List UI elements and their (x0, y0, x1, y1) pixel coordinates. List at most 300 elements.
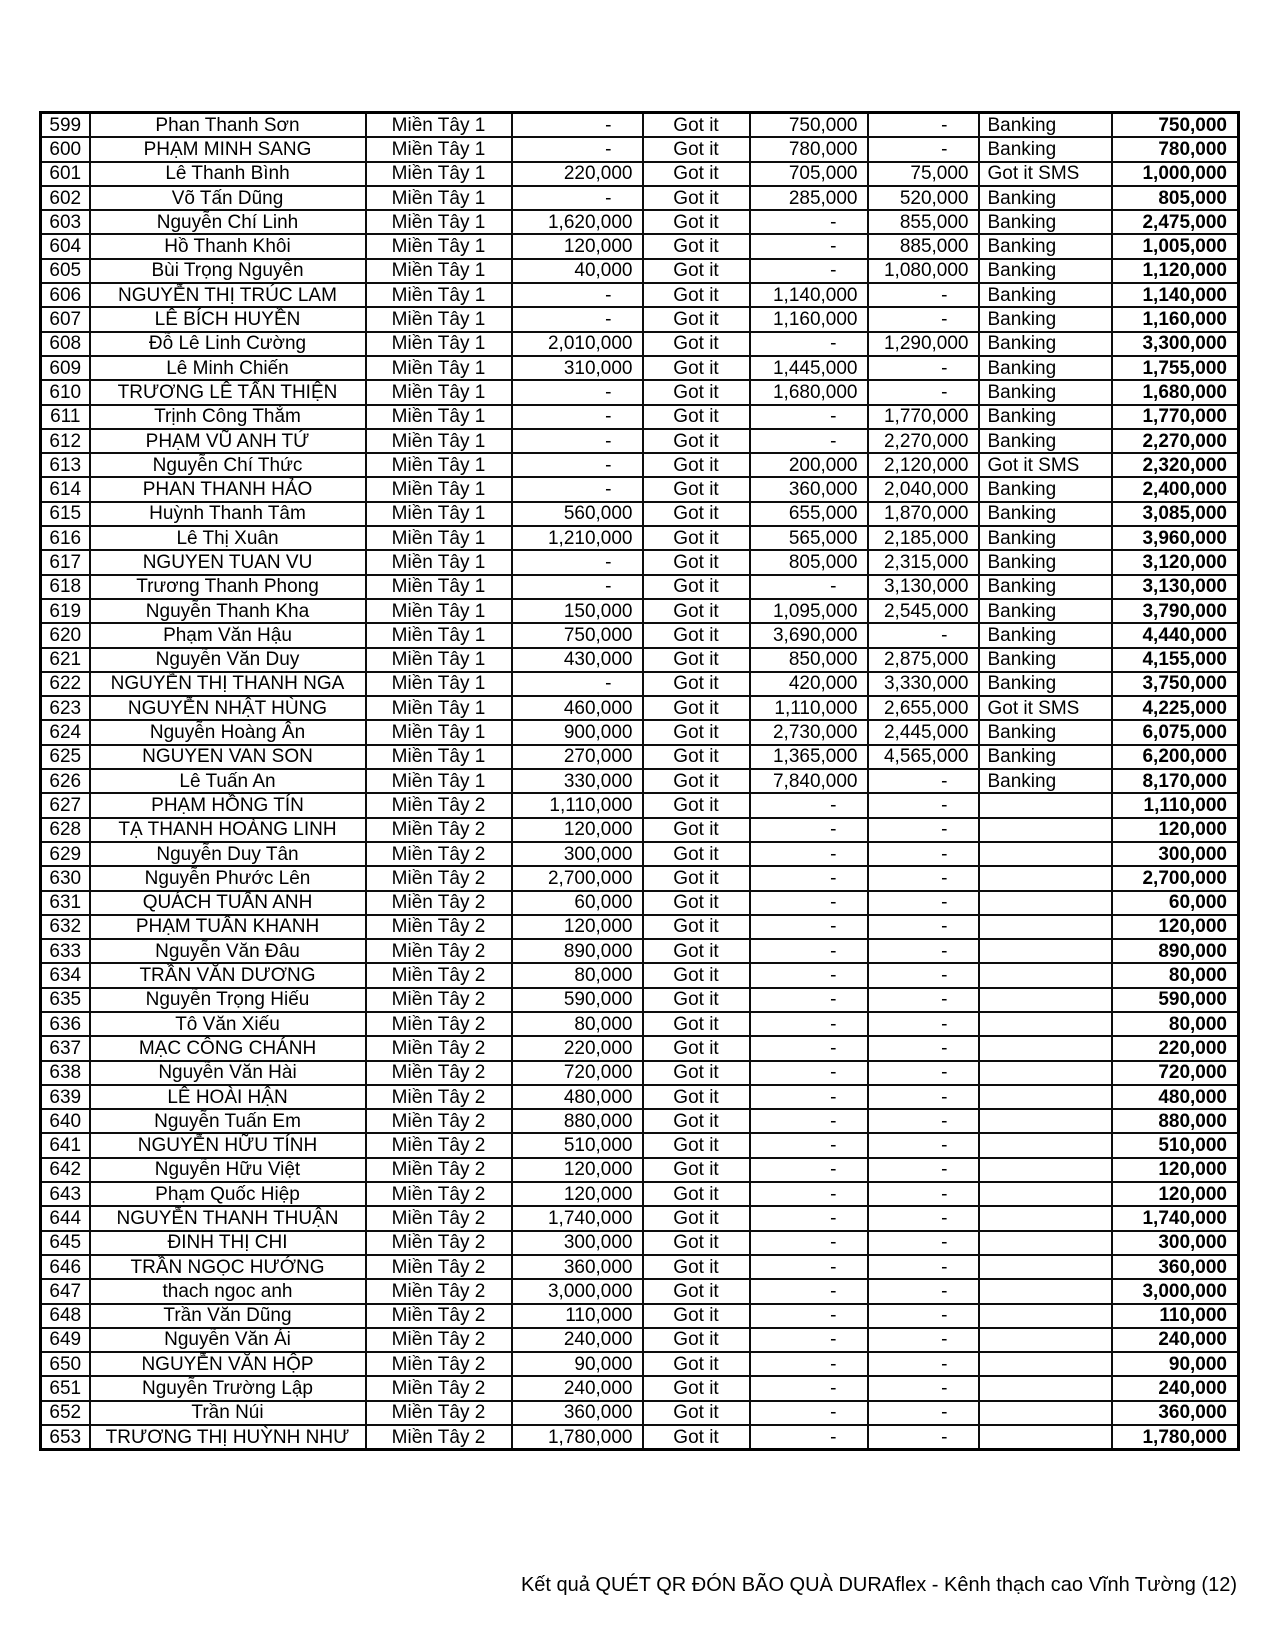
cell-index: 632 (41, 915, 90, 939)
table-row (41, 162, 1239, 186)
cell-amount-1: 120,000 (512, 915, 643, 939)
cell-amount-1: 310,000 (512, 356, 643, 380)
table-row (41, 842, 1239, 866)
table-row (41, 963, 1239, 987)
cell-amount-2: 1,140,000 (750, 283, 868, 307)
cell-region: Miền Tây 1 (366, 720, 512, 744)
cell-total: 80,000 (1112, 963, 1239, 987)
table-row (41, 1304, 1239, 1328)
cell-total: 1,770,000 (1112, 405, 1239, 429)
cell-index: 613 (41, 453, 90, 477)
cell-amount-2: - (750, 1401, 868, 1425)
cell-name: Nguyễn Văn Đâu (90, 939, 366, 963)
table-row (41, 575, 1239, 599)
cell-status: Got it (643, 113, 750, 138)
cell-name: QUÁCH TUẤN ANH (90, 891, 366, 915)
table-row (41, 405, 1239, 429)
cell-region: Miền Tây 1 (366, 672, 512, 696)
cell-amount-3: - (868, 1182, 979, 1206)
cell-amount-3: 855,000 (868, 210, 979, 234)
cell-status: Got it (643, 1036, 750, 1060)
cell-total: 3,000,000 (1112, 1279, 1239, 1303)
cell-status: Got it (643, 599, 750, 623)
cell-region: Miền Tây 1 (366, 162, 512, 186)
cell-total: 6,200,000 (1112, 745, 1239, 769)
table-row (41, 1255, 1239, 1279)
cell-amount-2: - (750, 1085, 868, 1109)
table-row (41, 1012, 1239, 1036)
cell-region: Miền Tây 2 (366, 891, 512, 915)
cell-total: 90,000 (1112, 1352, 1239, 1376)
table-row (41, 1036, 1239, 1060)
table-row (41, 1376, 1239, 1400)
cell-name: Lê Thanh Bình (90, 162, 366, 186)
cell-amount-3: - (868, 380, 979, 404)
cell-total: 3,750,000 (1112, 672, 1239, 696)
cell-amount-2: - (750, 210, 868, 234)
cell-amount-3: 1,080,000 (868, 259, 979, 283)
cell-amount-1: 1,740,000 (512, 1206, 643, 1230)
cell-amount-3: - (868, 939, 979, 963)
cell-amount-1: 890,000 (512, 939, 643, 963)
cell-status: Got it (643, 380, 750, 404)
cell-status: Got it (643, 696, 750, 720)
cell-name: Nguyễn Phước Lên (90, 866, 366, 890)
cell-amount-1: 240,000 (512, 1328, 643, 1352)
cell-amount-3: - (868, 1231, 979, 1255)
cell-region: Miền Tây 2 (366, 1401, 512, 1425)
cell-channel (979, 1012, 1112, 1036)
cell-total: 220,000 (1112, 1036, 1239, 1060)
table-row (41, 380, 1239, 404)
cell-channel (979, 1328, 1112, 1352)
table-row (41, 672, 1239, 696)
table-row (41, 720, 1239, 744)
cell-index: 649 (41, 1328, 90, 1352)
cell-amount-1: - (512, 550, 643, 574)
cell-status: Got it (643, 1061, 750, 1085)
cell-index: 603 (41, 210, 90, 234)
cell-index: 650 (41, 1352, 90, 1376)
cell-status: Got it (643, 818, 750, 842)
cell-channel (979, 1279, 1112, 1303)
cell-channel: Banking (979, 380, 1112, 404)
table-row (41, 283, 1239, 307)
cell-region: Miền Tây 2 (366, 915, 512, 939)
table-row (41, 502, 1239, 526)
cell-index: 621 (41, 648, 90, 672)
cell-index: 620 (41, 623, 90, 647)
cell-index: 601 (41, 162, 90, 186)
cell-region: Miền Tây 2 (366, 866, 512, 890)
cell-region: Miền Tây 2 (366, 1304, 512, 1328)
cell-channel (979, 1425, 1112, 1450)
cell-region: Miền Tây 1 (366, 502, 512, 526)
cell-amount-2: 1,680,000 (750, 380, 868, 404)
cell-channel: Banking (979, 477, 1112, 501)
cell-status: Got it (643, 186, 750, 210)
cell-amount-3: 2,545,000 (868, 599, 979, 623)
table-row (41, 648, 1239, 672)
cell-status: Got it (643, 623, 750, 647)
cell-channel: Banking (979, 575, 1112, 599)
cell-channel: Banking (979, 259, 1112, 283)
table-row (41, 793, 1239, 817)
cell-channel: Banking (979, 429, 1112, 453)
cell-amount-3: 4,565,000 (868, 745, 979, 769)
cell-region: Miền Tây 1 (366, 332, 512, 356)
table-row (41, 113, 1239, 138)
table-row (41, 1328, 1239, 1352)
cell-name: Bùi Trọng Nguyễn (90, 259, 366, 283)
cell-amount-3: 1,870,000 (868, 502, 979, 526)
cell-total: 1,680,000 (1112, 380, 1239, 404)
cell-amount-1: 1,210,000 (512, 526, 643, 550)
cell-amount-3: 3,130,000 (868, 575, 979, 599)
cell-index: 645 (41, 1231, 90, 1255)
cell-channel: Banking (979, 332, 1112, 356)
cell-status: Got it (643, 332, 750, 356)
cell-amount-3: - (868, 1012, 979, 1036)
cell-channel (979, 1304, 1112, 1328)
cell-amount-2: - (750, 1255, 868, 1279)
cell-region: Miền Tây 1 (366, 137, 512, 161)
table-row (41, 186, 1239, 210)
cell-total: 1,110,000 (1112, 793, 1239, 817)
cell-name: Tô Văn Xiếu (90, 1012, 366, 1036)
cell-channel: Banking (979, 672, 1112, 696)
cell-amount-3: - (868, 623, 979, 647)
table-row (41, 550, 1239, 574)
cell-status: Got it (643, 1231, 750, 1255)
cell-channel: Banking (979, 720, 1112, 744)
cell-name: NGUYỄN THỊ THANH NGA (90, 672, 366, 696)
cell-index: 623 (41, 696, 90, 720)
cell-total: 3,300,000 (1112, 332, 1239, 356)
table-row (41, 1109, 1239, 1133)
cell-status: Got it (643, 477, 750, 501)
cell-total: 4,440,000 (1112, 623, 1239, 647)
cell-amount-2: - (750, 1376, 868, 1400)
cell-amount-2: - (750, 1352, 868, 1376)
cell-amount-1: 80,000 (512, 963, 643, 987)
cell-channel (979, 939, 1112, 963)
cell-name: PHẠM VŨ ANH TỨ (90, 429, 366, 453)
cell-total: 1,000,000 (1112, 162, 1239, 186)
cell-status: Got it (643, 1133, 750, 1157)
cell-name: Lê Tuấn An (90, 769, 366, 793)
table-row (41, 1085, 1239, 1109)
cell-index: 639 (41, 1085, 90, 1109)
cell-status: Got it (643, 1158, 750, 1182)
cell-index: 622 (41, 672, 90, 696)
cell-index: 616 (41, 526, 90, 550)
cell-total: 720,000 (1112, 1061, 1239, 1085)
cell-total: 3,085,000 (1112, 502, 1239, 526)
table-row (41, 356, 1239, 380)
cell-index: 618 (41, 575, 90, 599)
cell-amount-2: 1,095,000 (750, 599, 868, 623)
table-row (41, 1133, 1239, 1157)
cell-channel: Banking (979, 210, 1112, 234)
cell-amount-2: - (750, 332, 868, 356)
cell-name: Phạm Văn Hậu (90, 623, 366, 647)
cell-total: 3,960,000 (1112, 526, 1239, 550)
cell-amount-1: 560,000 (512, 502, 643, 526)
cell-amount-1: - (512, 453, 643, 477)
cell-total: 60,000 (1112, 891, 1239, 915)
cell-amount-1: 2,700,000 (512, 866, 643, 890)
cell-total: 360,000 (1112, 1255, 1239, 1279)
cell-channel: Got it SMS (979, 453, 1112, 477)
cell-total: 1,755,000 (1112, 356, 1239, 380)
cell-amount-1: 750,000 (512, 623, 643, 647)
cell-amount-1: 1,110,000 (512, 793, 643, 817)
cell-amount-2: 7,840,000 (750, 769, 868, 793)
cell-channel: Banking (979, 137, 1112, 161)
cell-status: Got it (643, 283, 750, 307)
cell-index: 600 (41, 137, 90, 161)
cell-region: Miền Tây 1 (366, 210, 512, 234)
table-row (41, 1182, 1239, 1206)
cell-amount-1: 240,000 (512, 1376, 643, 1400)
cell-channel: Banking (979, 502, 1112, 526)
cell-amount-2: - (750, 1061, 868, 1085)
cell-amount-1: 2,010,000 (512, 332, 643, 356)
cell-index: 640 (41, 1109, 90, 1133)
cell-amount-2: - (750, 793, 868, 817)
cell-amount-2: - (750, 1279, 868, 1303)
cell-amount-1: - (512, 307, 643, 331)
cell-index: 608 (41, 332, 90, 356)
cell-amount-2: - (750, 259, 868, 283)
cell-amount-1: 360,000 (512, 1255, 643, 1279)
cell-status: Got it (643, 210, 750, 234)
table-row (41, 1158, 1239, 1182)
cell-region: Miền Tây 2 (366, 1328, 512, 1352)
cell-amount-3: 2,655,000 (868, 696, 979, 720)
cell-amount-3: - (868, 915, 979, 939)
cell-amount-3: - (868, 1328, 979, 1352)
table-row (41, 234, 1239, 258)
cell-index: 636 (41, 1012, 90, 1036)
cell-total: 300,000 (1112, 1231, 1239, 1255)
cell-total: 3,130,000 (1112, 575, 1239, 599)
cell-amount-3: - (868, 963, 979, 987)
cell-amount-1: 220,000 (512, 162, 643, 186)
cell-status: Got it (643, 915, 750, 939)
cell-amount-2: - (750, 405, 868, 429)
cell-region: Miền Tây 2 (366, 1231, 512, 1255)
cell-region: Miền Tây 1 (366, 380, 512, 404)
cell-amount-3: 520,000 (868, 186, 979, 210)
cell-name: Phan Thanh Sơn (90, 113, 366, 138)
cell-amount-3: 2,120,000 (868, 453, 979, 477)
cell-amount-2: 200,000 (750, 453, 868, 477)
cell-name: Huỳnh Thanh Tâm (90, 502, 366, 526)
cell-channel: Got it SMS (979, 696, 1112, 720)
cell-amount-2: - (750, 1012, 868, 1036)
cell-name: Nguyễn Văn Ái (90, 1328, 366, 1352)
cell-amount-2: 1,445,000 (750, 356, 868, 380)
table-row (41, 453, 1239, 477)
cell-status: Got it (643, 1352, 750, 1376)
cell-status: Got it (643, 1401, 750, 1425)
cell-status: Got it (643, 575, 750, 599)
cell-amount-1: 880,000 (512, 1109, 643, 1133)
cell-index: 606 (41, 283, 90, 307)
cell-total: 805,000 (1112, 186, 1239, 210)
cell-channel (979, 1109, 1112, 1133)
cell-channel (979, 1133, 1112, 1157)
cell-amount-3: 2,040,000 (868, 477, 979, 501)
cell-total: 8,170,000 (1112, 769, 1239, 793)
cell-index: 629 (41, 842, 90, 866)
table-row (41, 769, 1239, 793)
cell-channel: Banking (979, 623, 1112, 647)
cell-region: Miền Tây 1 (366, 405, 512, 429)
table-row (41, 939, 1239, 963)
cell-amount-3: 2,185,000 (868, 526, 979, 550)
cell-name: Nguyễn Văn Duy (90, 648, 366, 672)
cell-amount-2: 780,000 (750, 137, 868, 161)
cell-amount-1: 330,000 (512, 769, 643, 793)
cell-amount-2: 705,000 (750, 162, 868, 186)
cell-region: Miền Tây 1 (366, 745, 512, 769)
cell-name: TRẦN NGỌC HƯỚNG (90, 1255, 366, 1279)
table-row (41, 623, 1239, 647)
cell-index: 602 (41, 186, 90, 210)
cell-amount-2: - (750, 1425, 868, 1450)
cell-region: Miền Tây 2 (366, 1425, 512, 1450)
cell-amount-1: 40,000 (512, 259, 643, 283)
cell-amount-1: - (512, 283, 643, 307)
cell-amount-3: 2,875,000 (868, 648, 979, 672)
cell-amount-3: - (868, 842, 979, 866)
cell-index: 604 (41, 234, 90, 258)
cell-amount-1: 80,000 (512, 1012, 643, 1036)
cell-amount-3: - (868, 769, 979, 793)
cell-status: Got it (643, 259, 750, 283)
cell-channel: Banking (979, 307, 1112, 331)
cell-amount-2: 1,365,000 (750, 745, 868, 769)
cell-amount-1: 1,620,000 (512, 210, 643, 234)
cell-total: 120,000 (1112, 818, 1239, 842)
cell-amount-2: - (750, 234, 868, 258)
cell-status: Got it (643, 1304, 750, 1328)
cell-region: Miền Tây 2 (366, 793, 512, 817)
cell-index: 605 (41, 259, 90, 283)
cell-amount-1: 60,000 (512, 891, 643, 915)
cell-amount-1: 3,000,000 (512, 1279, 643, 1303)
cell-index: 643 (41, 1182, 90, 1206)
cell-channel (979, 818, 1112, 842)
cell-amount-3: - (868, 988, 979, 1012)
cell-total: 360,000 (1112, 1401, 1239, 1425)
cell-region: Miền Tây 2 (366, 1085, 512, 1109)
cell-total: 2,270,000 (1112, 429, 1239, 453)
cell-total: 510,000 (1112, 1133, 1239, 1157)
cell-amount-3: - (868, 1401, 979, 1425)
cell-index: 610 (41, 380, 90, 404)
cell-amount-3: - (868, 1109, 979, 1133)
cell-region: Miền Tây 2 (366, 939, 512, 963)
cell-index: 609 (41, 356, 90, 380)
cell-region: Miền Tây 2 (366, 1279, 512, 1303)
cell-amount-1: 1,780,000 (512, 1425, 643, 1450)
cell-total: 1,740,000 (1112, 1206, 1239, 1230)
table-row (41, 332, 1239, 356)
cell-channel (979, 1376, 1112, 1400)
cell-channel (979, 1036, 1112, 1060)
cell-channel (979, 891, 1112, 915)
cell-amount-3: - (868, 1352, 979, 1376)
cell-name: Đỗ Lê Linh Cường (90, 332, 366, 356)
cell-channel (979, 1061, 1112, 1085)
cell-amount-3: - (868, 137, 979, 161)
table-row (41, 818, 1239, 842)
cell-amount-1: - (512, 380, 643, 404)
cell-amount-1: - (512, 405, 643, 429)
cell-index: 633 (41, 939, 90, 963)
table-row (41, 477, 1239, 501)
cell-name: Nguyễn Tuấn Em (90, 1109, 366, 1133)
cell-amount-2: 420,000 (750, 672, 868, 696)
cell-status: Got it (643, 769, 750, 793)
cell-channel (979, 1255, 1112, 1279)
cell-total: 780,000 (1112, 137, 1239, 161)
cell-total: 750,000 (1112, 113, 1239, 138)
cell-channel: Banking (979, 186, 1112, 210)
cell-index: 634 (41, 963, 90, 987)
cell-status: Got it (643, 1182, 750, 1206)
table-row (41, 1425, 1239, 1450)
cell-index: 630 (41, 866, 90, 890)
cell-total: 6,075,000 (1112, 720, 1239, 744)
cell-amount-1: - (512, 113, 643, 138)
cell-region: Miền Tây 1 (366, 283, 512, 307)
table-row (41, 307, 1239, 331)
cell-status: Got it (643, 1376, 750, 1400)
cell-amount-2: - (750, 818, 868, 842)
cell-amount-3: - (868, 1206, 979, 1230)
cell-channel: Banking (979, 745, 1112, 769)
cell-amount-2: 3,690,000 (750, 623, 868, 647)
cell-index: 651 (41, 1376, 90, 1400)
cell-total: 880,000 (1112, 1109, 1239, 1133)
cell-amount-3: 1,770,000 (868, 405, 979, 429)
cell-amount-1: - (512, 137, 643, 161)
cell-index: 642 (41, 1158, 90, 1182)
cell-total: 590,000 (1112, 988, 1239, 1012)
cell-name: NGUYỄN THANH THUẬN (90, 1206, 366, 1230)
cell-status: Got it (643, 1328, 750, 1352)
cell-region: Miền Tây 1 (366, 113, 512, 138)
cell-total: 3,120,000 (1112, 550, 1239, 574)
cell-name: TRƯƠNG THỊ HUỲNH NHƯ (90, 1425, 366, 1450)
cell-amount-1: 360,000 (512, 1401, 643, 1425)
cell-amount-1: - (512, 477, 643, 501)
cell-region: Miền Tây 2 (366, 1061, 512, 1085)
cell-index: 625 (41, 745, 90, 769)
cell-amount-3: - (868, 1085, 979, 1109)
table-row (41, 599, 1239, 623)
cell-channel: Banking (979, 405, 1112, 429)
cell-channel (979, 1231, 1112, 1255)
cell-total: 110,000 (1112, 1304, 1239, 1328)
cell-index: 648 (41, 1304, 90, 1328)
cell-status: Got it (643, 793, 750, 817)
